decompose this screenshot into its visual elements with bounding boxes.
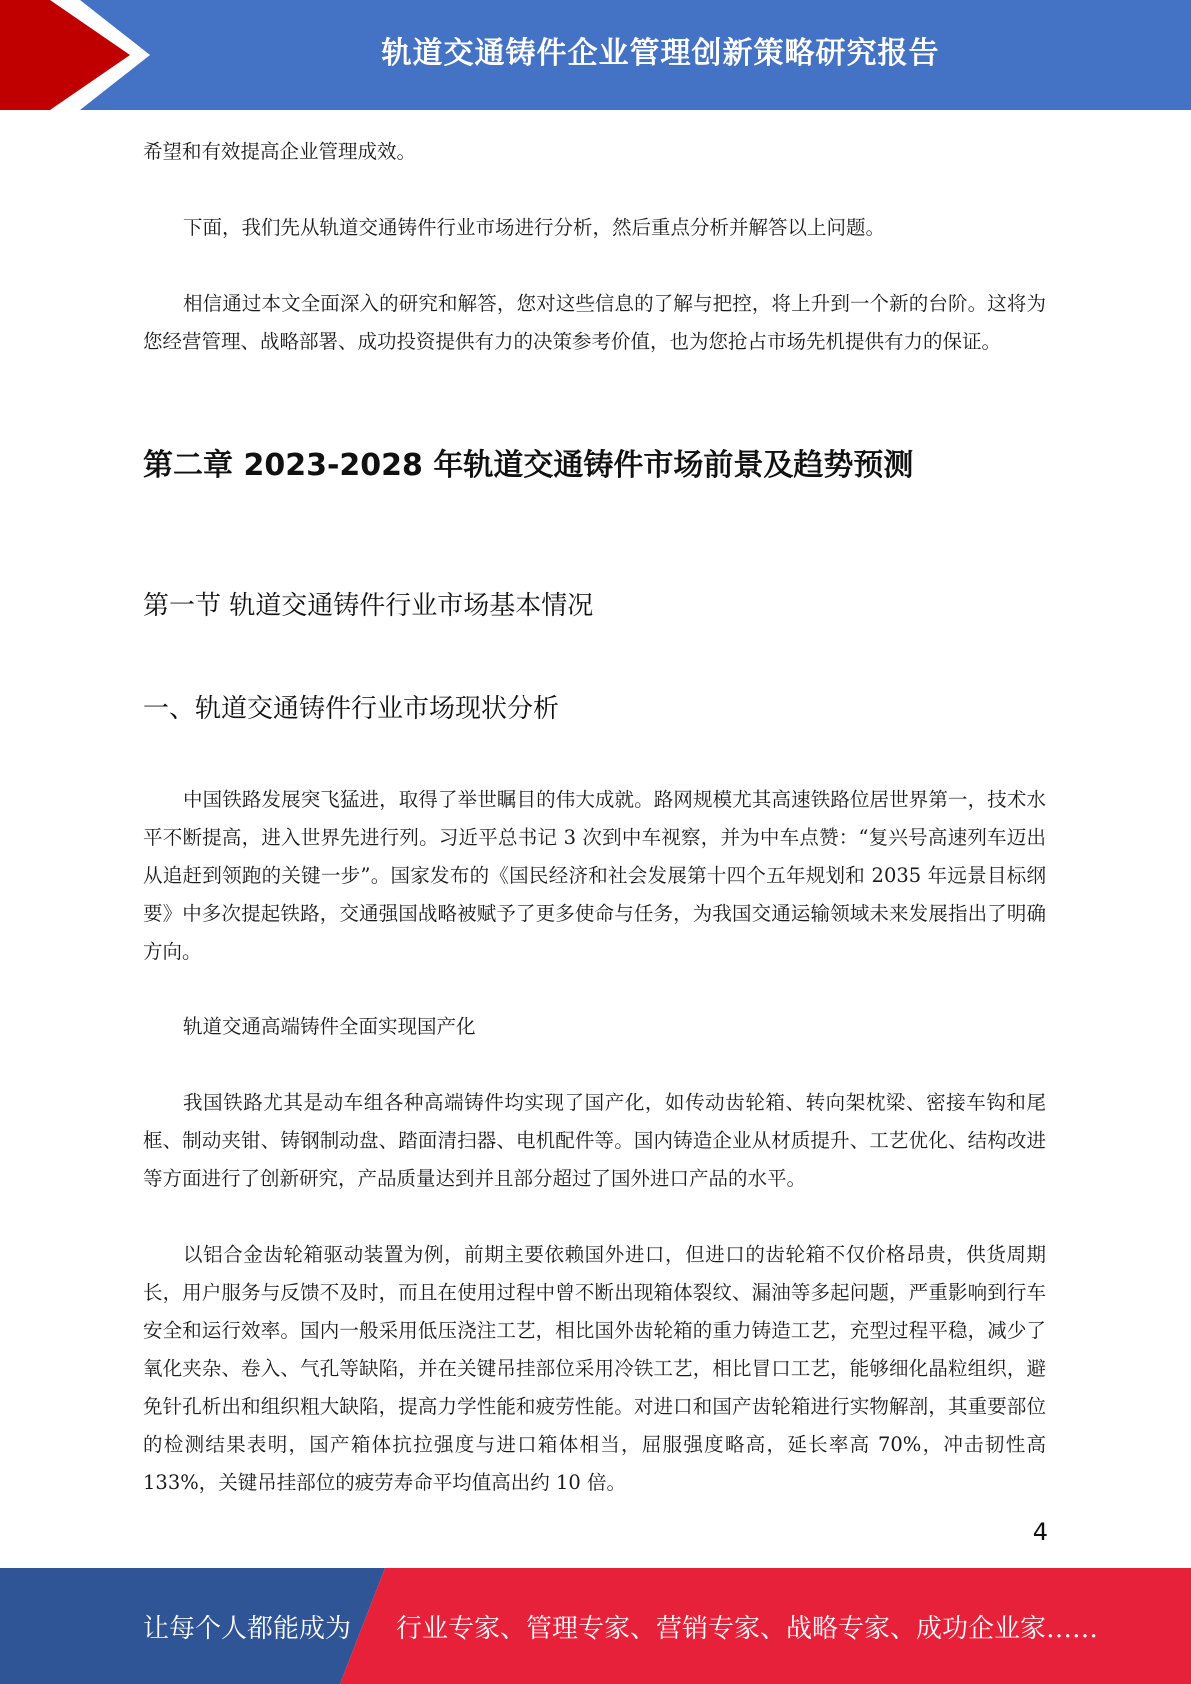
body-block-4 bbox=[143, 1236, 1046, 1502]
intro-paragraph-3: 相信通过本文全面深入的研究和解答，您对这些信息的了解与把控，将上升到一个新的台阶。这将为您经营管理、战略部署、成功投资提供有力的决策参考价值，也为您抢占市场先机提供有力的保证。 bbox=[143, 292, 1046, 353]
page-footer bbox=[0, 1568, 1191, 1684]
body-block-3 bbox=[143, 1084, 1046, 1198]
intro-paragraph-2: 下面，我们先从轨道交通铸件行业市场进行分析，然后重点分析并解答以上问题。 bbox=[183, 216, 886, 239]
intro-block-2 bbox=[143, 209, 1046, 247]
body-paragraph-2: 轨道交通高端铸件全面实现国产化 bbox=[183, 1015, 476, 1038]
subsection-title: 一、轨道交通铸件行业市场现状分析 bbox=[143, 694, 560, 724]
footer-slogan-right: 行业专家、管理专家、营销专家、战略专家、成功企业家…… bbox=[396, 1613, 1099, 1644]
intro-block-3 bbox=[143, 285, 1046, 361]
body-block-2 bbox=[143, 1008, 1046, 1046]
footer-slogan-left: 让每个人都能成为 bbox=[143, 1613, 352, 1644]
intro-paragraph-1: 希望和有效提高企业管理成效。 bbox=[143, 140, 417, 163]
body-block-1 bbox=[143, 781, 1046, 971]
body-paragraph-1: 中国铁路发展突飞猛进，取得了举世瞩目的伟大成就。路网规模尤其高速铁路位居世界第一，技术水平不断提高，进入世界先进行列。习近平总书记 3 次到中车视察，并为中车点赞：“复兴号高速列车迈出从追赶到领跑的关键一步”。国家发布的《国民经济和社会发展第十四个五年规划和 2035 年远景目标纲要》中多次提起铁路，交通强国战略被赋予了更多使命与任务，为我国交通运输领域未来发展指出了明确方向。 bbox=[143, 788, 1046, 963]
body-paragraph-4: 以铝合金齿轮箱驱动装置为例，前期主要依赖国外进口，但进口的齿轮箱不仅价格昂贵，供货周期长，用户服务与反馈不及时，而且在使用过程中曾不断出现箱体裂纹、漏油等多起问题，严重影响到行车安全和运行效率。国内一般采用低压浇注工艺，相比国外齿轮箱的重力铸造工艺，充型过程平稳，减少了氧化夹杂、卷入、气孔等缺陷，并在关键吊挂部位采用冷铁工艺，相比冒口工艺，能够细化晶粒组织，避免针孔析出和组织粗大缺陷，提高力学性能和疲劳性能。对进口和国产齿轮箱进行实物解剖，其重要部位的检测结果表明，国产箱体抗拉强度与进口箱体相当，屈服强度略高，延长率高 70%，冲击韧性高 133%，关键吊挂部位的疲劳寿命平均值高出约 10 倍。 bbox=[143, 1243, 1046, 1494]
body-paragraph-3: 我国铁路尤其是动车组各种高端铸件均实现了国产化，如传动齿轮箱、转向架枕梁、密接车钩和尾框、制动夹钳、铸钢制动盘、踏面清扫器、电机配件等。国内铸造企业从材质提升、工艺优化、结构改进等方面进行了创新研究，产品质量达到并且部分超过了国外进口产品的水平。 bbox=[143, 1091, 1046, 1190]
intro-block bbox=[143, 133, 1046, 171]
page-number: 4 bbox=[1032, 1518, 1048, 1546]
section-title: 第一节 轨道交通铸件行业市场基本情况 bbox=[143, 591, 594, 621]
page-header bbox=[0, 0, 1191, 110]
report-title: 轨道交通铸件企业管理创新策略研究报告 bbox=[381, 36, 940, 71]
chapter-title: 第二章 2023-2028 年轨道交通铸件市场前景及趋势预测 bbox=[143, 448, 914, 483]
